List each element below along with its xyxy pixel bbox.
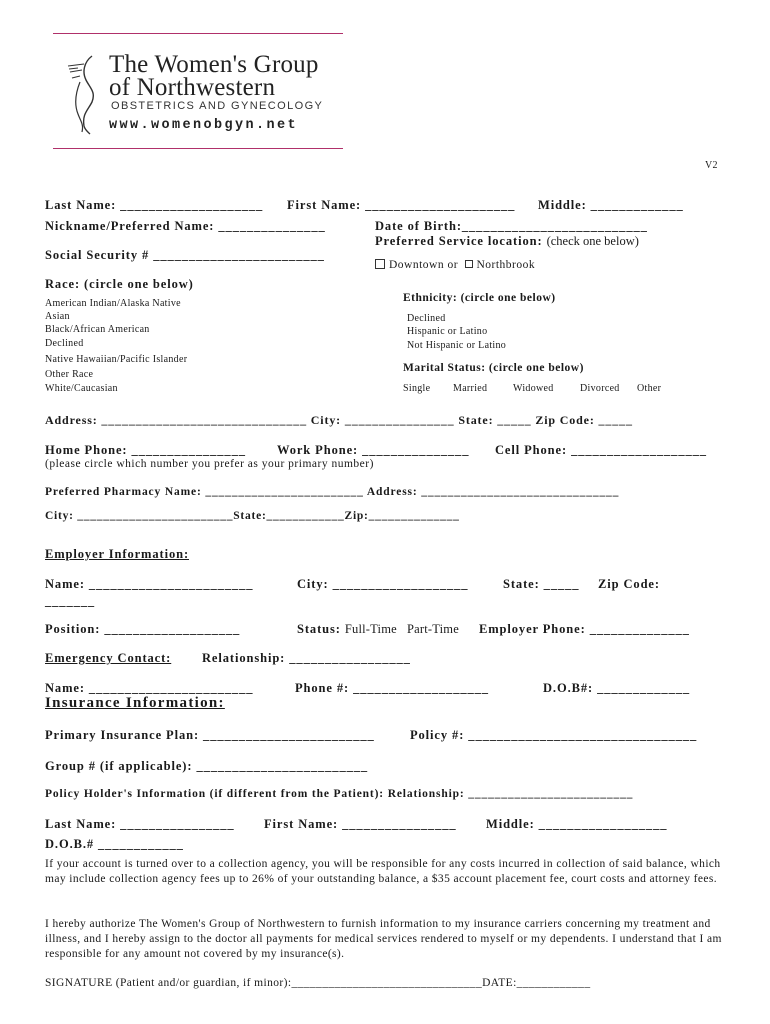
race-option[interactable]: Asian [45, 311, 70, 322]
status-full-time[interactable]: Full-Time [344, 622, 397, 636]
logo-top-rule [53, 33, 343, 34]
employer-name-field[interactable]: Name: _______________________ [45, 577, 254, 591]
address-field[interactable]: Address: ______________________________ City: ________________ State: _____ Zip Code: _____ [45, 413, 633, 427]
race-heading: Race: (circle one below) [45, 277, 194, 291]
holder-middle-name-field[interactable]: Middle: __________________ [486, 817, 668, 831]
version-label: V2 [705, 160, 718, 171]
policy-number-field[interactable]: Policy #: ________________________________ [410, 728, 698, 742]
marital-option[interactable]: Other [637, 383, 662, 394]
preferred-location [375, 234, 639, 249]
nickname-field[interactable]: Nickname/Preferred Name: _______________ [45, 219, 326, 233]
ethnicity-option[interactable]: Not Hispanic or Latino [407, 340, 507, 351]
emergency-name-field[interactable]: Name: _______________________ [45, 681, 254, 695]
emergency-phone-field[interactable]: Phone #: ___________________ [295, 681, 489, 695]
race-option[interactable]: Native Hawaiian/Pacific Islander [45, 354, 188, 365]
logo-url: www.womenobgyn.net [109, 118, 299, 133]
ethnicity-heading: Ethnicity: (circle one below) [403, 292, 556, 304]
downtown-label: Downtown or [389, 259, 459, 271]
logo-title-line1: The Women's Group [109, 51, 319, 78]
employer-zip-field[interactable]: Zip Code: [598, 577, 660, 591]
employment-status [297, 622, 459, 637]
logo-subtitle: OBSTETRICS AND GYNECOLOGY [111, 100, 324, 112]
marital-option[interactable]: Married [453, 383, 488, 394]
holder-last-name-field[interactable]: Last Name: ________________ [45, 817, 235, 831]
pharmacy-field[interactable]: Preferred Pharmacy Name: ________________________ Address: ______________________________ [45, 486, 620, 498]
ssn-field[interactable]: Social Security # ________________________ [45, 248, 325, 262]
home-phone-field[interactable]: Home Phone: ________________ [45, 443, 246, 457]
marital-heading: Marital Status: (circle one below) [403, 362, 584, 374]
emergency-dob-field[interactable]: D.O.B#: _____________ [543, 681, 691, 695]
position-field[interactable]: Position: ___________________ [45, 622, 241, 636]
race-option[interactable]: Declined [45, 338, 84, 349]
last-name-field[interactable] [45, 198, 263, 213]
northbrook-checkbox[interactable] [465, 260, 473, 268]
dob-field[interactable]: Date of Birth:__________________________ [375, 219, 648, 233]
signature-line[interactable]: SIGNATURE (Patient and/or guardian, if minor):_______________________________DATE:____________ [45, 977, 591, 989]
employer-state-field[interactable]: State: _____ [503, 577, 580, 591]
northbrook-label: Northbrook [476, 259, 536, 271]
logo-figure-icon [66, 52, 106, 136]
employer-zip-continuation[interactable]: _______ [45, 594, 96, 608]
employer-phone-field[interactable]: Employer Phone: ______________ [479, 622, 690, 636]
policy-holder-field[interactable]: Policy Holder's Information (if different from the Patient): Relationship: _________________________ [45, 788, 634, 800]
emergency-heading: Emergency Contact: [45, 651, 172, 665]
first-name-field[interactable]: First Name: _____________________ [287, 198, 516, 212]
race-option[interactable]: White/Caucasian [45, 383, 118, 394]
marital-option[interactable]: Widowed [513, 383, 554, 394]
authorization-statement: I hereby authorize The Women's Group of Northwestern to furnish information to my insurance carriers concerning my treatment and illness, and I hereby assign to the doctor all payments for medical services rendered to myself or my dependents. I understand that I am responsible for any amount not covered by my insurance(s). [45, 918, 722, 960]
preferred-location-hint: (check one below) [546, 234, 639, 248]
marital-option[interactable]: Divorced [580, 383, 620, 394]
holder-first-name-field[interactable]: First Name: ________________ [264, 817, 457, 831]
logo-bottom-rule [53, 148, 343, 149]
race-option[interactable]: Black/African American [45, 324, 150, 335]
emergency-relationship-field[interactable]: Relationship: _________________ [202, 651, 411, 665]
collection-agency-notice: If your account is turned over to a collection agency, you will be responsible for any costs incurred in collection of said balance, which may include collection agency fees up to 26% of your outstanding balance, a $35 account placement fee, court costs and attorney fees. [45, 858, 721, 885]
logo-title-line2: of Northwestern [109, 74, 276, 101]
preferred-location-label: Preferred Service location: [375, 234, 543, 248]
insurance-plan-field[interactable]: Primary Insurance Plan: ________________________ [45, 728, 375, 742]
ethnicity-option[interactable]: Hispanic or Latino [407, 326, 488, 337]
employer-heading: Employer Information: [45, 547, 190, 561]
middle-name-field[interactable]: Middle: _____________ [538, 198, 684, 212]
work-phone-field[interactable]: Work Phone: _______________ [277, 443, 470, 457]
race-option[interactable]: American Indian/Alaska Native [45, 298, 181, 309]
last-name-label: Last Name: ____________________ [45, 198, 264, 212]
insurance-heading: Insurance Information: [45, 695, 225, 711]
location-options [375, 259, 535, 271]
status-part-time[interactable]: Part-Time [406, 622, 459, 636]
downtown-checkbox[interactable] [375, 259, 385, 269]
holder-dob-field[interactable]: D.O.B.# ____________ [45, 837, 184, 851]
phone-note: (please circle which number you prefer as your primary number) [45, 458, 374, 470]
group-number-field[interactable]: Group # (if applicable): ________________________ [45, 759, 369, 773]
cell-phone-field[interactable]: Cell Phone: ___________________ [495, 443, 707, 457]
status-label: Status: [297, 622, 341, 636]
employer-city-field[interactable]: City: ___________________ [297, 577, 469, 591]
marital-option[interactable]: Single [403, 383, 431, 394]
race-option[interactable]: Other Race [45, 369, 94, 380]
ethnicity-option[interactable]: Declined [407, 313, 446, 324]
pharmacy-city-field[interactable]: City: ________________________State:____________Zip:______________ [45, 510, 460, 522]
